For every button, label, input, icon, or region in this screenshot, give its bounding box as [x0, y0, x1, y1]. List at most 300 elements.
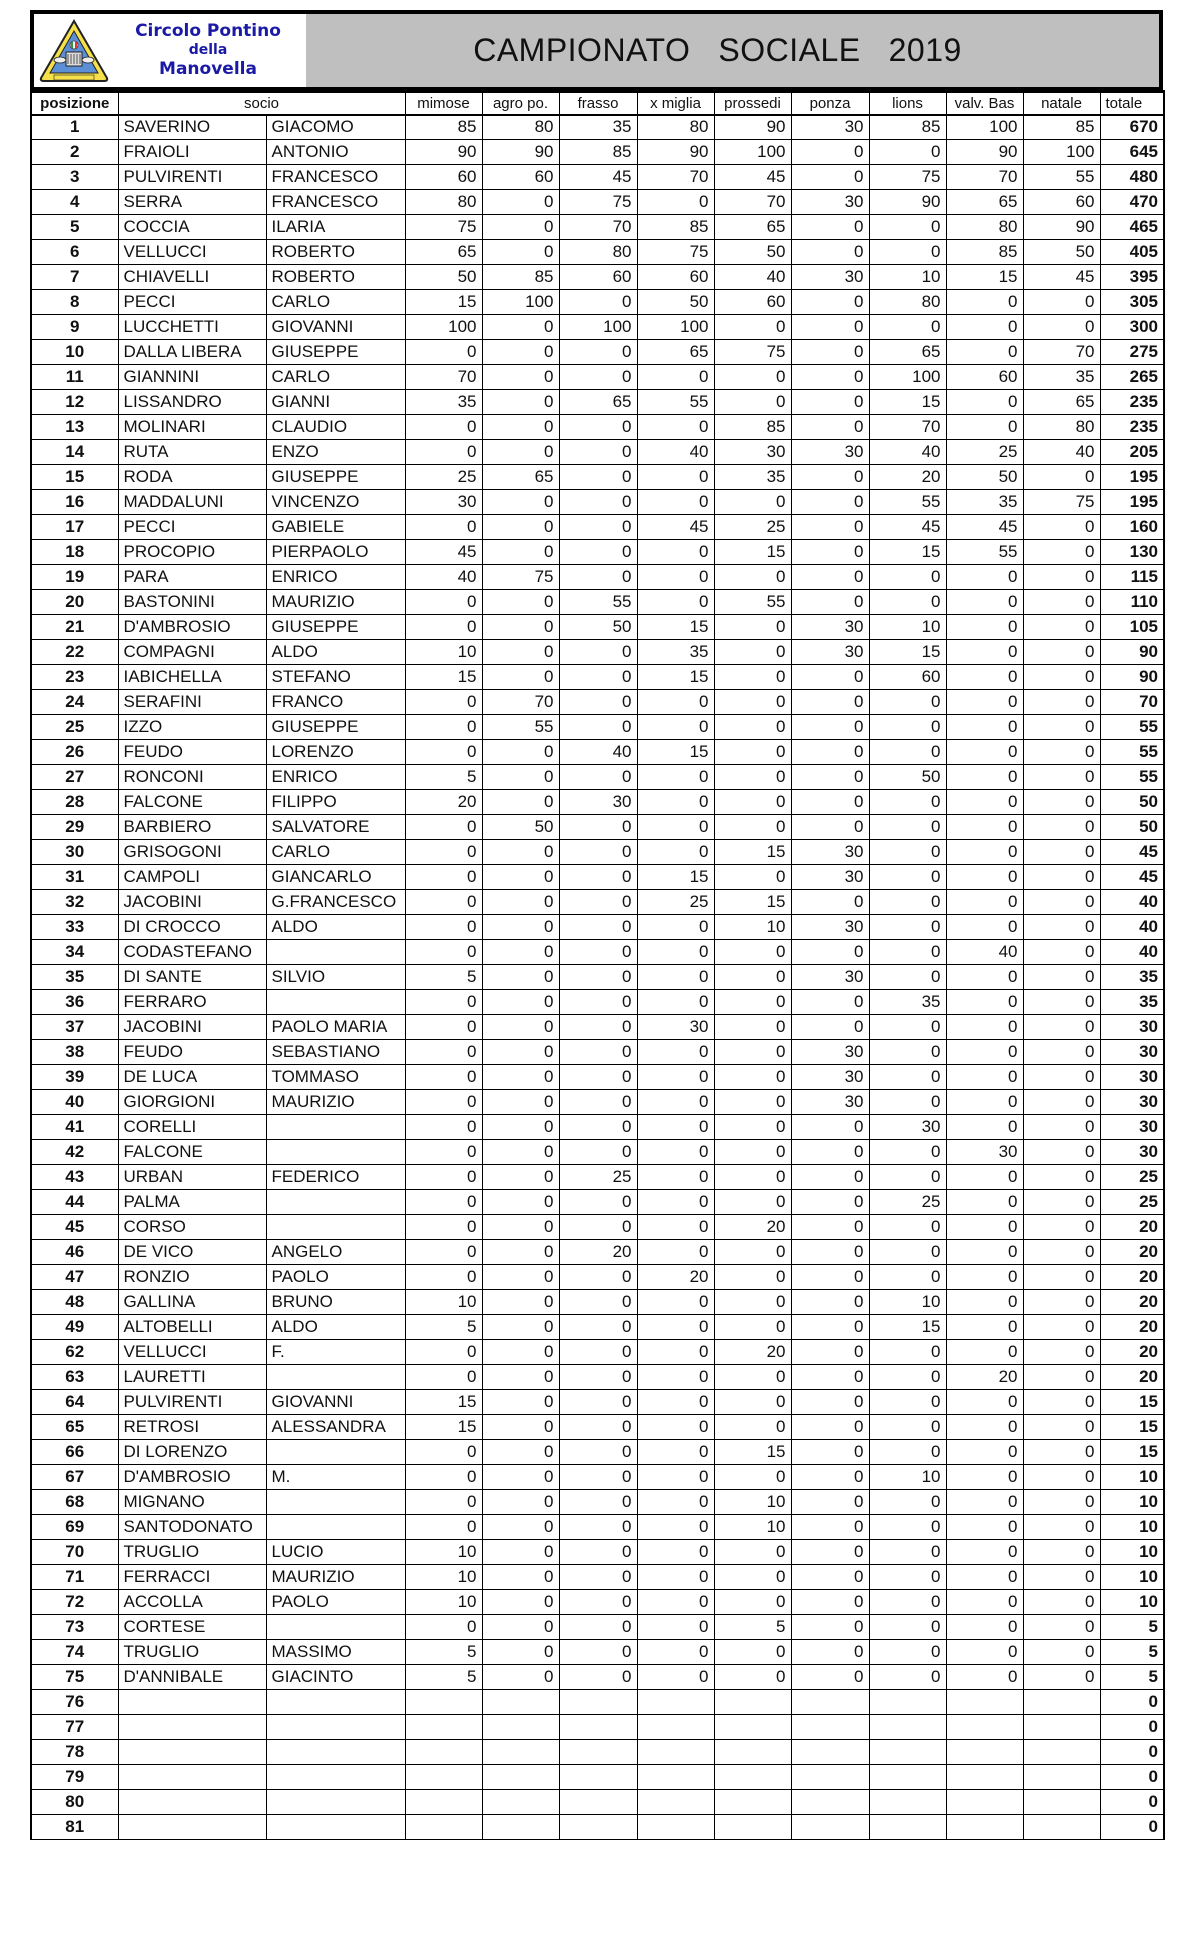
score-cell: 0 — [637, 1115, 714, 1140]
position-cell: 13 — [31, 415, 118, 440]
surname-cell: MOLINARI — [118, 415, 266, 440]
score-cell: 0 — [869, 715, 946, 740]
total-cell: 235 — [1100, 415, 1164, 440]
score-cell: 0 — [1023, 965, 1100, 990]
score-cell: 0 — [482, 1340, 559, 1365]
table-row — [31, 1315, 1164, 1340]
first-name-cell — [266, 1740, 405, 1765]
score-cell: 0 — [482, 1440, 559, 1465]
score-cell: 0 — [946, 590, 1023, 615]
score-cell: 30 — [791, 1040, 869, 1065]
score-cell: 0 — [1023, 840, 1100, 865]
score-cell: 30 — [791, 915, 869, 940]
table-row — [31, 465, 1164, 490]
score-cell: 30 — [791, 265, 869, 290]
score-cell: 60 — [714, 290, 791, 315]
score-cell: 0 — [946, 815, 1023, 840]
score-cell: 0 — [791, 540, 869, 565]
position-cell: 26 — [31, 740, 118, 765]
total-cell: 55 — [1100, 740, 1164, 765]
score-cell: 0 — [869, 740, 946, 765]
surname-cell: COMPAGNI — [118, 640, 266, 665]
score-cell: 60 — [869, 665, 946, 690]
total-cell: 20 — [1100, 1340, 1164, 1365]
position-cell: 76 — [31, 1690, 118, 1715]
position-cell: 30 — [31, 840, 118, 865]
score-cell: 0 — [869, 1090, 946, 1115]
score-cell: 90 — [1023, 215, 1100, 240]
total-cell: 55 — [1100, 715, 1164, 740]
surname-cell: ACCOLLA — [118, 1590, 266, 1615]
surname-cell: FEUDO — [118, 740, 266, 765]
score-cell: 0 — [405, 340, 482, 365]
table-row — [31, 240, 1164, 265]
total-cell: 40 — [1100, 940, 1164, 965]
score-cell: 0 — [637, 990, 714, 1015]
score-cell — [1023, 1815, 1100, 1840]
score-cell: 0 — [405, 1515, 482, 1540]
table-row — [31, 540, 1164, 565]
score-cell: 75 — [559, 190, 637, 215]
score-cell: 10 — [714, 915, 791, 940]
score-cell: 0 — [946, 1065, 1023, 1090]
score-cell — [559, 1815, 637, 1840]
score-cell: 0 — [869, 915, 946, 940]
first-name-cell: CARLO — [266, 840, 405, 865]
first-name-cell — [266, 1790, 405, 1815]
score-cell: 60 — [946, 365, 1023, 390]
score-cell: 0 — [405, 515, 482, 540]
score-cell: 0 — [1023, 740, 1100, 765]
score-cell: 0 — [559, 1040, 637, 1065]
score-cell — [559, 1790, 637, 1815]
score-cell: 0 — [1023, 1290, 1100, 1315]
score-cell: 0 — [559, 1665, 637, 1690]
first-name-cell: GIUSEPPE — [266, 715, 405, 740]
score-cell: 0 — [1023, 1565, 1100, 1590]
score-cell — [559, 1740, 637, 1765]
surname-cell: PROCOPIO — [118, 540, 266, 565]
score-cell: 45 — [869, 515, 946, 540]
position-cell: 11 — [31, 365, 118, 390]
score-cell: 0 — [559, 890, 637, 915]
score-cell: 30 — [714, 440, 791, 465]
total-cell: 205 — [1100, 440, 1164, 465]
first-name-cell: SEBASTIANO — [266, 1040, 405, 1065]
score-cell: 0 — [946, 965, 1023, 990]
surname-cell: CORSO — [118, 1215, 266, 1240]
surname-cell — [118, 1740, 266, 1765]
position-cell: 28 — [31, 790, 118, 815]
table-row — [31, 1140, 1164, 1165]
page-title — [306, 14, 1159, 87]
score-cell — [405, 1690, 482, 1715]
surname-cell: DE VICO — [118, 1240, 266, 1265]
score-cell: 0 — [791, 215, 869, 240]
score-cell: 0 — [714, 1315, 791, 1340]
score-cell: 0 — [559, 1265, 637, 1290]
table-row — [31, 1740, 1164, 1765]
score-cell: 0 — [791, 1390, 869, 1415]
total-cell: 645 — [1100, 140, 1164, 165]
score-cell — [559, 1690, 637, 1715]
surname-cell: DI LORENZO — [118, 1440, 266, 1465]
score-cell: 80 — [869, 290, 946, 315]
score-cell: 0 — [791, 1590, 869, 1615]
first-name-cell: SALVATORE — [266, 815, 405, 840]
score-cell: 0 — [1023, 715, 1100, 740]
score-cell: 5 — [405, 765, 482, 790]
surname-cell: BARBIERO — [118, 815, 266, 840]
score-cell: 80 — [482, 115, 559, 140]
score-cell: 0 — [791, 815, 869, 840]
club-name-line3: Manovella — [159, 59, 257, 79]
score-cell: 0 — [559, 1365, 637, 1390]
score-cell: 0 — [637, 1465, 714, 1490]
score-cell — [791, 1715, 869, 1740]
first-name-cell: MAURIZIO — [266, 1565, 405, 1590]
score-cell: 0 — [714, 1415, 791, 1440]
score-cell: 0 — [482, 1315, 559, 1340]
surname-cell: RONZIO — [118, 1265, 266, 1290]
score-cell: 0 — [1023, 1065, 1100, 1090]
position-cell: 42 — [31, 1140, 118, 1165]
table-row — [31, 1490, 1164, 1515]
score-cell: 0 — [1023, 1465, 1100, 1490]
total-cell: 20 — [1100, 1240, 1164, 1265]
surname-cell: MADDALUNI — [118, 490, 266, 515]
score-cell: 0 — [482, 1090, 559, 1115]
score-cell: 0 — [946, 1390, 1023, 1415]
score-cell: 0 — [791, 665, 869, 690]
score-cell: 15 — [637, 665, 714, 690]
score-cell: 0 — [946, 390, 1023, 415]
score-cell: 50 — [405, 265, 482, 290]
surname-cell: PECCI — [118, 515, 266, 540]
score-cell: 0 — [869, 1490, 946, 1515]
score-cell: 0 — [791, 1490, 869, 1515]
score-cell: 85 — [1023, 115, 1100, 140]
surname-cell: TRUGLIO — [118, 1640, 266, 1665]
surname-cell: PULVIRENTI — [118, 1390, 266, 1415]
score-cell: 0 — [637, 790, 714, 815]
score-cell: 65 — [482, 465, 559, 490]
table-row — [31, 965, 1164, 990]
score-cell: 0 — [1023, 1165, 1100, 1190]
position-cell: 21 — [31, 615, 118, 640]
score-cell: 0 — [791, 740, 869, 765]
score-cell: 0 — [405, 1340, 482, 1365]
score-cell: 15 — [637, 740, 714, 765]
score-cell: 0 — [482, 1040, 559, 1065]
table-row — [31, 365, 1164, 390]
first-name-cell: PAOLO MARIA — [266, 1015, 405, 1040]
score-cell: 0 — [482, 1565, 559, 1590]
score-cell: 25 — [714, 515, 791, 540]
score-cell: 0 — [559, 1015, 637, 1040]
score-cell: 0 — [405, 890, 482, 915]
total-cell: 30 — [1100, 1065, 1164, 1090]
score-cell: 0 — [1023, 865, 1100, 890]
score-cell: 0 — [1023, 290, 1100, 315]
header-position: posizione — [31, 92, 118, 115]
first-name-cell: CLAUDIO — [266, 415, 405, 440]
score-cell: 0 — [482, 1265, 559, 1290]
first-name-cell: ALDO — [266, 915, 405, 940]
score-cell: 0 — [1023, 1490, 1100, 1515]
score-cell: 20 — [405, 790, 482, 815]
surname-cell — [118, 1765, 266, 1790]
table-row — [31, 740, 1164, 765]
score-cell: 0 — [714, 390, 791, 415]
score-cell: 0 — [946, 1565, 1023, 1590]
table-row — [31, 1015, 1164, 1040]
score-cell: 0 — [482, 415, 559, 440]
score-cell: 0 — [791, 1165, 869, 1190]
score-cell: 0 — [791, 1440, 869, 1465]
surname-cell: FRAIOLI — [118, 140, 266, 165]
score-cell: 70 — [714, 190, 791, 215]
score-cell: 0 — [637, 1315, 714, 1340]
score-cell: 0 — [869, 215, 946, 240]
surname-cell: RETROSI — [118, 1415, 266, 1440]
score-cell: 25 — [559, 1165, 637, 1190]
score-cell: 0 — [714, 1365, 791, 1390]
score-cell: 0 — [482, 1115, 559, 1140]
first-name-cell: PIERPAOLO — [266, 540, 405, 565]
surname-cell: SERRA — [118, 190, 266, 215]
position-cell: 15 — [31, 465, 118, 490]
score-cell: 0 — [714, 1115, 791, 1140]
table-row — [31, 1615, 1164, 1640]
total-cell: 235 — [1100, 390, 1164, 415]
score-cell: 0 — [559, 1640, 637, 1665]
score-cell: 0 — [637, 1065, 714, 1090]
score-cell: 0 — [946, 1115, 1023, 1140]
total-cell: 405 — [1100, 240, 1164, 265]
score-cell: 0 — [559, 1565, 637, 1590]
score-cell: 0 — [714, 990, 791, 1015]
score-cell: 0 — [637, 1415, 714, 1440]
total-cell: 10 — [1100, 1565, 1164, 1590]
score-cell: 0 — [637, 715, 714, 740]
score-cell: 0 — [869, 965, 946, 990]
score-cell: 0 — [559, 1115, 637, 1140]
total-cell: 110 — [1100, 590, 1164, 615]
position-cell: 77 — [31, 1715, 118, 1740]
club-name-line2: della — [188, 42, 228, 58]
table-row — [31, 215, 1164, 240]
score-cell: 0 — [1023, 765, 1100, 790]
position-cell: 65 — [31, 1415, 118, 1440]
first-name-cell: GIACOMO — [266, 115, 405, 140]
score-cell: 45 — [946, 515, 1023, 540]
score-cell: 0 — [869, 1240, 946, 1265]
table-row — [31, 440, 1164, 465]
score-cell: 0 — [405, 1240, 482, 1265]
score-cell: 90 — [869, 190, 946, 215]
score-cell: 0 — [559, 1415, 637, 1440]
score-cell: 70 — [482, 690, 559, 715]
score-cell: 0 — [714, 565, 791, 590]
score-cell: 0 — [482, 440, 559, 465]
score-cell: 0 — [637, 1640, 714, 1665]
first-name-cell: GIOVANNI — [266, 315, 405, 340]
score-cell: 30 — [791, 865, 869, 890]
score-cell: 50 — [946, 465, 1023, 490]
position-cell: 68 — [31, 1490, 118, 1515]
score-cell: 0 — [791, 365, 869, 390]
total-cell: 45 — [1100, 840, 1164, 865]
score-cell: 65 — [559, 390, 637, 415]
surname-cell: FERRACCI — [118, 1565, 266, 1590]
score-cell — [869, 1815, 946, 1840]
score-cell: 10 — [405, 1540, 482, 1565]
score-cell: 0 — [482, 1415, 559, 1440]
header-event: valv. Bas — [946, 92, 1023, 115]
score-cell: 0 — [791, 1115, 869, 1140]
position-cell: 80 — [31, 1790, 118, 1815]
score-cell: 0 — [946, 1090, 1023, 1115]
table-row — [31, 865, 1164, 890]
score-cell: 0 — [482, 615, 559, 640]
score-cell: 0 — [1023, 1315, 1100, 1340]
score-cell: 35 — [559, 115, 637, 140]
header-event: x miglia — [637, 92, 714, 115]
score-cell: 35 — [714, 465, 791, 490]
position-cell: 34 — [31, 940, 118, 965]
score-cell: 20 — [946, 1365, 1023, 1390]
score-cell: 50 — [714, 240, 791, 265]
score-cell: 75 — [869, 165, 946, 190]
table-row — [31, 1040, 1164, 1065]
surname-cell: CHIAVELLI — [118, 265, 266, 290]
total-cell: 160 — [1100, 515, 1164, 540]
score-cell: 0 — [791, 1365, 869, 1390]
score-cell: 15 — [869, 1315, 946, 1340]
score-cell: 0 — [559, 1190, 637, 1215]
score-cell: 0 — [946, 1665, 1023, 1690]
surname-cell: COCCIA — [118, 215, 266, 240]
score-cell: 0 — [714, 765, 791, 790]
score-cell: 0 — [559, 340, 637, 365]
score-cell: 0 — [405, 990, 482, 1015]
score-cell: 0 — [482, 1190, 559, 1215]
surname-cell: DALLA LIBERA — [118, 340, 266, 365]
score-cell: 10 — [869, 1290, 946, 1315]
score-cell: 0 — [869, 140, 946, 165]
position-cell: 69 — [31, 1515, 118, 1540]
score-cell: 0 — [869, 1265, 946, 1290]
score-cell: 0 — [637, 1390, 714, 1415]
score-cell: 55 — [714, 590, 791, 615]
first-name-cell: ALDO — [266, 640, 405, 665]
score-cell: 80 — [405, 190, 482, 215]
score-cell: 0 — [869, 1540, 946, 1565]
score-cell — [714, 1765, 791, 1790]
first-name-cell — [266, 1215, 405, 1240]
score-cell: 0 — [405, 1065, 482, 1090]
score-cell: 20 — [637, 1265, 714, 1290]
score-cell: 0 — [714, 365, 791, 390]
position-cell: 25 — [31, 715, 118, 740]
position-cell: 24 — [31, 690, 118, 715]
score-cell — [1023, 1715, 1100, 1740]
header-event: lions — [869, 92, 946, 115]
table-row — [31, 140, 1164, 165]
score-cell — [946, 1690, 1023, 1715]
total-cell: 465 — [1100, 215, 1164, 240]
first-name-cell: GIACINTO — [266, 1665, 405, 1690]
score-cell: 0 — [869, 690, 946, 715]
score-cell — [405, 1790, 482, 1815]
score-cell: 0 — [791, 565, 869, 590]
position-cell: 3 — [31, 165, 118, 190]
position-cell: 47 — [31, 1265, 118, 1290]
score-cell: 10 — [405, 640, 482, 665]
score-cell: 40 — [1023, 440, 1100, 465]
first-name-cell: STEFANO — [266, 665, 405, 690]
first-name-cell: ENZO — [266, 440, 405, 465]
position-cell: 1 — [31, 115, 118, 140]
table-row — [31, 815, 1164, 840]
score-cell: 0 — [869, 1065, 946, 1090]
score-cell: 0 — [946, 1465, 1023, 1490]
score-cell — [482, 1690, 559, 1715]
first-name-cell: ANTONIO — [266, 140, 405, 165]
score-cell: 0 — [714, 1290, 791, 1315]
score-cell — [482, 1765, 559, 1790]
score-cell: 0 — [559, 1140, 637, 1165]
score-cell: 0 — [791, 390, 869, 415]
total-cell: 40 — [1100, 890, 1164, 915]
score-cell: 0 — [791, 1615, 869, 1640]
score-cell: 0 — [1023, 1115, 1100, 1140]
first-name-cell: ENRICO — [266, 565, 405, 590]
score-cell: 0 — [869, 1165, 946, 1190]
total-cell: 305 — [1100, 290, 1164, 315]
score-cell: 0 — [946, 1290, 1023, 1315]
total-cell: 0 — [1100, 1740, 1164, 1765]
score-cell: 0 — [869, 840, 946, 865]
score-cell: 30 — [791, 115, 869, 140]
surname-cell: LAURETTI — [118, 1365, 266, 1390]
score-cell: 30 — [869, 1115, 946, 1140]
score-cell: 0 — [559, 990, 637, 1015]
position-cell: 10 — [31, 340, 118, 365]
score-cell — [946, 1765, 1023, 1790]
total-cell: 90 — [1100, 640, 1164, 665]
score-cell: 30 — [791, 1065, 869, 1090]
first-name-cell: LORENZO — [266, 740, 405, 765]
surname-cell: GIORGIONI — [118, 1090, 266, 1115]
score-cell: 0 — [405, 615, 482, 640]
score-cell: 50 — [559, 615, 637, 640]
score-cell: 0 — [946, 315, 1023, 340]
score-cell: 0 — [869, 1665, 946, 1690]
score-cell: 0 — [405, 1190, 482, 1215]
score-cell: 0 — [1023, 540, 1100, 565]
table-row — [31, 1365, 1164, 1390]
score-cell: 0 — [714, 1465, 791, 1490]
score-cell: 20 — [714, 1340, 791, 1365]
score-cell: 0 — [946, 740, 1023, 765]
standings-table — [30, 90, 1165, 1840]
score-cell: 85 — [559, 140, 637, 165]
score-cell: 100 — [482, 290, 559, 315]
score-cell: 55 — [637, 390, 714, 415]
score-cell: 35 — [946, 490, 1023, 515]
